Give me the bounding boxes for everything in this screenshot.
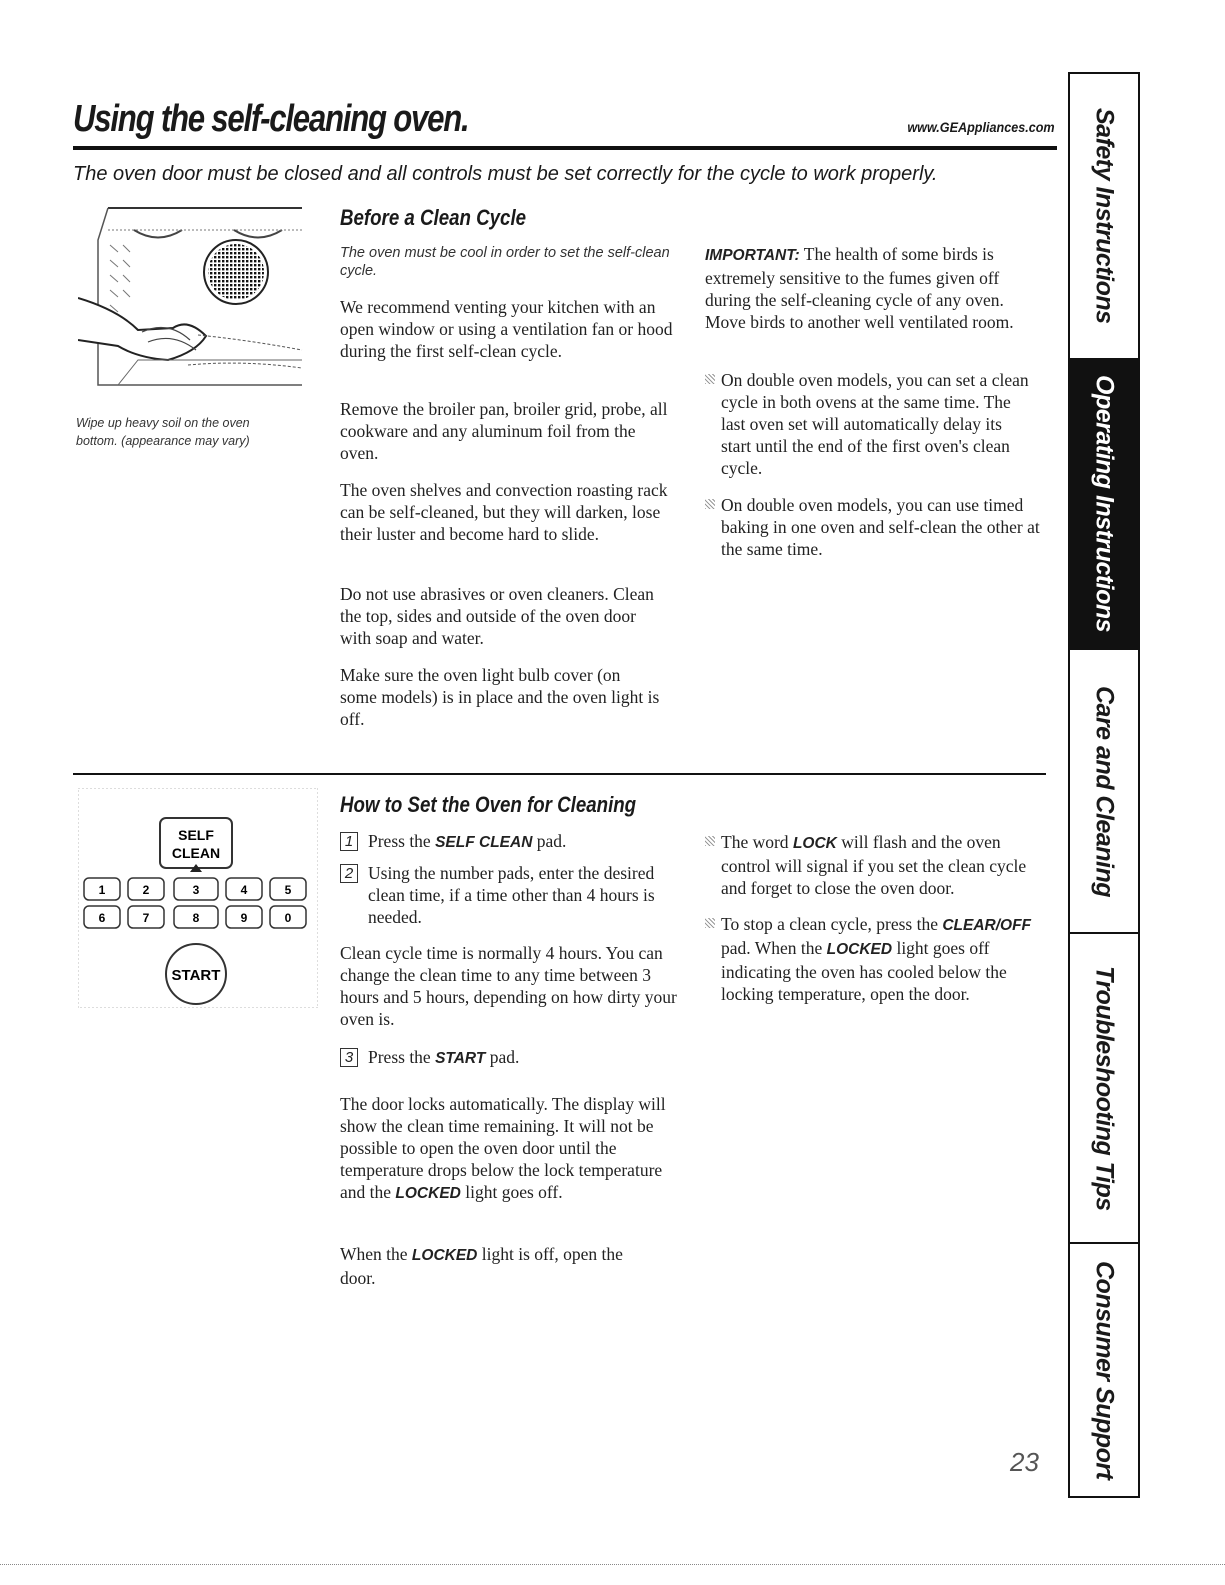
light-paragraph: Make sure the oven light bulb cover (on some models) is in place and the oven light is off.	[340, 665, 660, 729]
key-1: 1	[98, 883, 106, 897]
page-title: Using the self-cleaning oven.	[73, 98, 469, 140]
shelves-paragraph: The oven shelves and convection roasting rack can be self-cleaned, but they will darken, lose their luster and become hard to slide.	[340, 480, 668, 544]
page-subtitle: The oven door must be closed and all controls must be set correctly for the cycle to work properly.	[73, 163, 938, 185]
list-item: On double oven models, you can use timed baking in one oven and self-clean the other at the same time.	[705, 494, 1050, 560]
before-clean-heading: Before a Clean Cycle	[340, 205, 527, 230]
key-8: 8	[192, 911, 200, 925]
bullet-icon	[705, 918, 715, 928]
clean-key-label: CLEAN	[171, 845, 221, 861]
important-label: IMPORTANT:	[705, 247, 800, 264]
key-0: 0	[284, 911, 292, 925]
key-7: 7	[142, 911, 150, 925]
self-key-label: SELF	[178, 827, 214, 843]
key-3: 3	[192, 883, 200, 897]
how-to-heading: How to Set the Oven for Cleaning	[340, 792, 637, 817]
illustration-caption: Wipe up heavy soil on the oven bottom. (appearance may vary)	[76, 416, 250, 448]
tab-consumer-support[interactable]: Consumer Support	[1090, 1260, 1119, 1480]
tab-safety-instructions[interactable]: Safety Instructions	[1070, 74, 1138, 360]
step-2: 2 Using the number pads, enter the desired clean time, if a time other than 4 hours is needed.	[340, 862, 660, 928]
page-number: 23	[1010, 1447, 1039, 1477]
tab-care-and-cleaning[interactable]: Care and Cleaning	[1070, 650, 1138, 934]
start-key-label: START	[171, 967, 221, 984]
door-locks-paragraph: The door locks automatically. The display will show the clean time remaining. It will not be possible to open the oven door until the temperature drops below the lock temperature and the LOCKED light goes off.	[340, 1094, 666, 1202]
bullet-icon	[705, 499, 715, 509]
list-item: The word LOCK will flash and the oven control will signal if you set the clean cycle and forget to close the oven door.	[705, 831, 1040, 899]
key-6: 6	[98, 911, 106, 925]
key-4: 4	[240, 883, 248, 897]
section-divider	[73, 773, 1046, 775]
bottom-dotted-line	[0, 1564, 1225, 1566]
step-number: 1	[340, 832, 358, 851]
tab-troubleshooting-tips[interactable]: Troubleshooting Tips	[1070, 934, 1138, 1244]
tab-operating-instructions[interactable]: Operating Instructions	[1070, 360, 1138, 650]
step-number: 3	[340, 1048, 358, 1067]
list-item: On double oven models, you can set a clean cycle in both ovens at the same time. The last oven set will automatically delay its start until the end of the first oven's clean cycle.	[705, 369, 1030, 479]
cool-note: The oven must be cool in order to set the self-clean cycle.	[340, 245, 670, 279]
step-3: 3 Press the START pad.	[340, 1046, 660, 1070]
important-paragraph	[705, 243, 1040, 333]
header-rule	[73, 146, 1057, 150]
step-1: 1 Press the SELF CLEAN pad.	[340, 830, 660, 854]
key-9: 9	[240, 911, 248, 925]
key-5: 5	[284, 883, 292, 897]
bullet-icon	[705, 374, 715, 384]
clean-time-paragraph: Clean cycle time is normally 4 hours. You can change the clean time to any time between 3 hours and 5 hours, depending on how dirty your oven is.	[340, 943, 677, 1029]
oven-keypad-illustration	[78, 788, 318, 1008]
bullet-icon	[705, 836, 715, 846]
venting-paragraph: We recommend venting your kitchen with an open window or using a ventilation fan or hood during the first self-clean cycle.	[340, 297, 673, 361]
oven-wipe-illustration	[78, 200, 306, 405]
remove-paragraph: Remove the broiler pan, broiler grid, probe, all cookware and any aluminum foil from the oven.	[340, 399, 668, 463]
list-item: To stop a clean cycle, press the CLEAR/OFF pad. When the LOCKED light goes off indicating the oven has cooled below the locking temperature, open the door.	[705, 913, 1040, 1005]
abrasives-paragraph: Do not use abrasives or oven cleaners. Clean the top, sides and outside of the oven door with soap and water.	[340, 584, 654, 648]
section-tabs-sidebar	[1068, 72, 1140, 1498]
open-door-paragraph: When the LOCKED light is off, open the door.	[340, 1244, 623, 1288]
important-text: The health of some birds is extremely sensitive to the fumes given off during the self-cleaning cycle of any oven. Move birds to another well ventilated room.	[705, 244, 1014, 332]
step-number: 2	[340, 864, 358, 883]
website-url: www.GEAppliances.com	[907, 119, 1055, 135]
key-2: 2	[142, 883, 150, 897]
